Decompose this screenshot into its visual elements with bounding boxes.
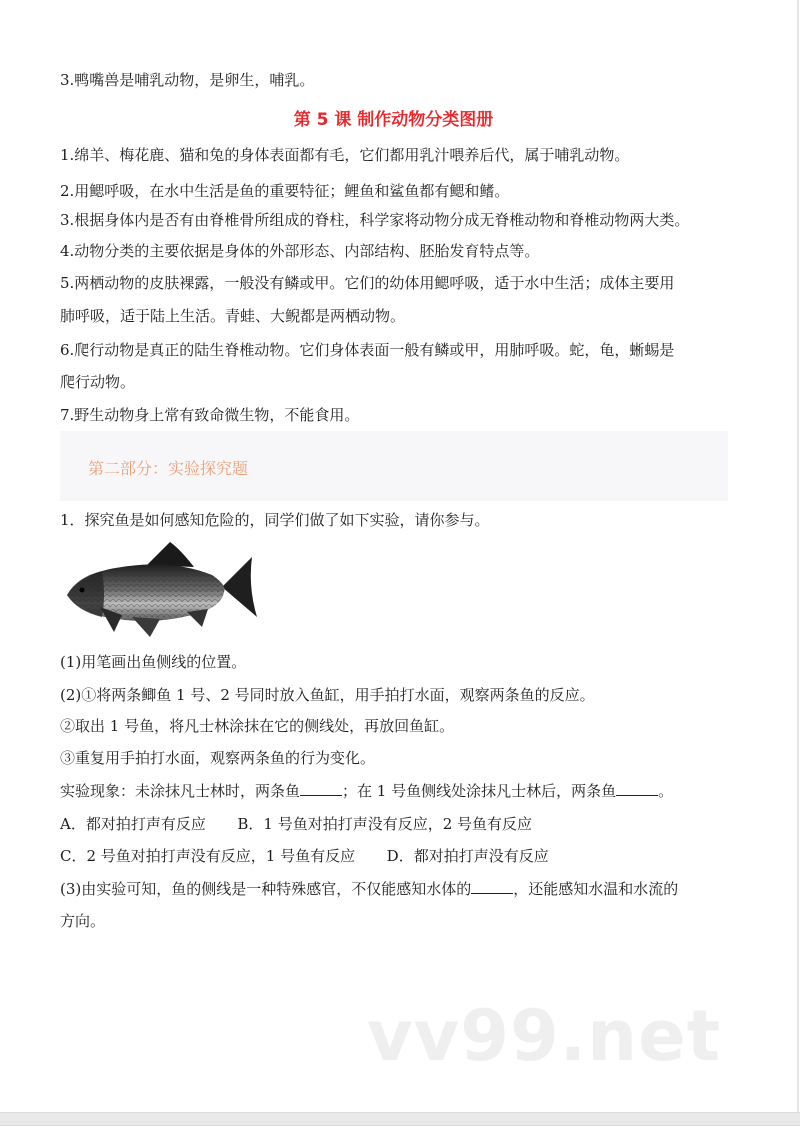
- step-3-text-2: ，还能感知水温和水流的: [513, 880, 679, 898]
- page-separator: [0, 1112, 800, 1126]
- option-c: C．2 号鱼对拍打声没有反应，1 号鱼有反应: [60, 847, 356, 865]
- point-1: 1.绵羊、梅花鹿、猫和兔的身体表面都有毛，它们都用乳汁喂养后代，属于哺乳动物。: [60, 146, 630, 164]
- point-5-cont: 肺呼吸，适于陆上生活。青蛙、大鲵都是两栖动物。: [60, 307, 406, 325]
- phenomenon-end: 。: [658, 782, 674, 800]
- section-banner-title: 第二部分：实验探究题: [88, 459, 249, 478]
- section-banner: [60, 431, 728, 501]
- point-3: 3.根据身体内是否有由脊椎骨所组成的脊柱，科学家将动物分成无脊椎动物和脊椎动物两大类。: [60, 211, 690, 229]
- answer-blank-3[interactable]: [471, 879, 513, 894]
- option-b: B．1 号鱼对拍打声没有反应，2 号鱼有反应: [237, 815, 533, 833]
- prev-item-text: 3.鸭嘴兽是哺乳动物，是卵生，哺乳。: [60, 71, 315, 89]
- step-1: (1)用笔画出鱼侧线的位置。: [60, 653, 247, 671]
- fish-image: [62, 537, 262, 642]
- lesson-title: 第 5 课 制作动物分类图册: [293, 110, 494, 130]
- phenomenon-text-2: ；在 1 号鱼侧线处涂抹凡士林后，两条鱼: [342, 782, 617, 800]
- point-5: 5.两栖动物的皮肤裸露，一般没有鳞或甲。它们的幼体用鳃呼吸，适于水中生活；成体主要用: [60, 274, 675, 292]
- step-2a: (2)①将两条鲫鱼 1 号、2 号同时放入鱼缸，用手拍打水面，观察两条鱼的反应。: [60, 686, 595, 704]
- options-row-1: [60, 814, 532, 834]
- step-2b: ②取出 1 号鱼，将凡士林涂抹在它的侧线处，再放回鱼缸。: [60, 717, 455, 735]
- question-intro: 1．探究鱼是如何感知危险的，同学们做了如下实验，请你参与。: [60, 511, 490, 529]
- point-2: 2.用鳃呼吸，在水中生活是鱼的重要特征；鲤鱼和鲨鱼都有鳃和鳍。: [60, 182, 510, 200]
- answer-blank-1[interactable]: [300, 781, 342, 796]
- point-6: 6.爬行动物是真正的陆生脊椎动物。它们身体表面一般有鳞或甲，用肺呼吸。蛇，龟，蜥蜴是: [60, 341, 675, 359]
- option-a: A．都对拍打声有反应: [60, 815, 206, 833]
- point-4: 4.动物分类的主要依据是身体的外部形态、内部结构、胚胎发育特点等。: [60, 242, 540, 260]
- step-3-cont: 方向。: [60, 912, 106, 930]
- step-3-text-1: (3)由实验可知，鱼的侧线是一种特殊感官，不仅能感知水体的: [60, 880, 472, 898]
- phenomenon-text-1: 实验现象：未涂抹凡士林时，两条鱼: [60, 782, 301, 800]
- watermark: vv99.net: [367, 995, 722, 1077]
- step-2c: ③重复用手拍打水面，观察两条鱼的行为变化。: [60, 749, 376, 767]
- experiment-phenomenon: [60, 781, 673, 801]
- answer-blank-2[interactable]: [616, 781, 658, 796]
- option-d: D．都对拍打声没有反应: [386, 847, 549, 865]
- step-3: [60, 879, 678, 899]
- point-6-cont: 爬行动物。: [60, 373, 136, 391]
- point-7: 7.野生动物身上常有致命微生物，不能食用。: [60, 406, 360, 424]
- options-row-2: [60, 846, 549, 866]
